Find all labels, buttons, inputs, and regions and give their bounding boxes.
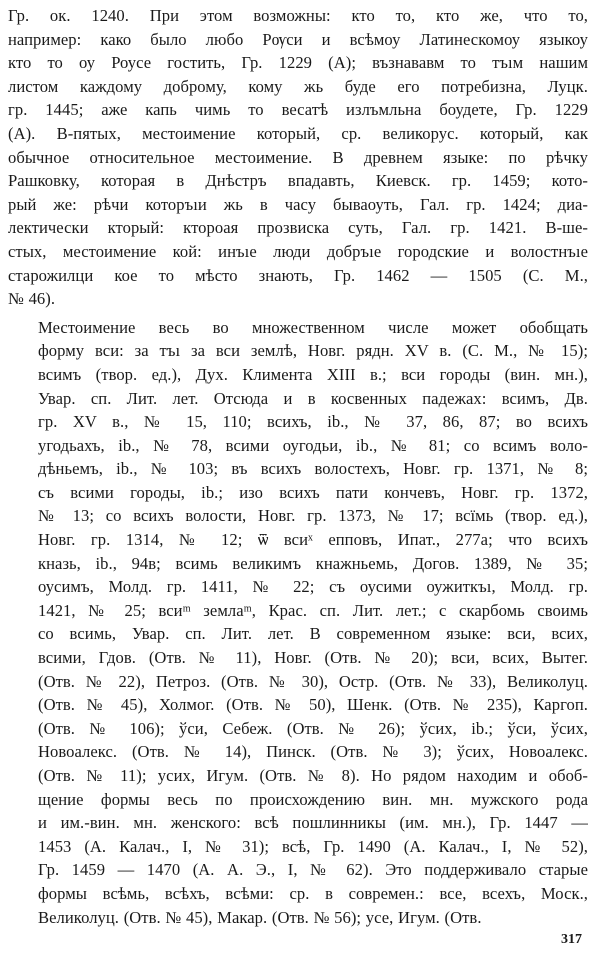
text-line: (Отв. № 22), Петроз. (Отв. № 30), Остр. (Отв. № 33), Великолуц. bbox=[38, 671, 588, 691]
text-line: щение формы весь по происхождению вин. мн. мужского рода bbox=[38, 789, 588, 809]
text-line: гр. XV в., № 15, 110; всихъ, ib., № 37, 86, 87; во всихъ bbox=[38, 412, 588, 432]
text-line: оусимъ, Молд. гр. 1411, № 22; съ оусими оужиткъı, Молд. гр. bbox=[38, 577, 588, 597]
text-line: Новоалекс. (Отв. № 14), Пинск. (Отв. № 3); ўсих, Новоалекс. bbox=[38, 742, 588, 762]
text-line: обычное относительное местоимение. В древнем языке: по рѣчку bbox=[8, 147, 588, 167]
text-line: со всимь, Увар. сп. Лит. лет. В современном языке: вси, всих, bbox=[38, 624, 588, 644]
text-line: угодьахъ, ib., № 78, всими оугодьи, ib., № 81; со всимъ воло- bbox=[38, 435, 588, 455]
text-line: кто то оу Роусе гостить, Гр. 1229 (А); възнававм то тъıм нашим bbox=[8, 53, 588, 73]
text-line: например: како было любо Рѹси и всѣмоу Латинескомоу языкоу bbox=[8, 29, 588, 49]
page-number: 317 bbox=[561, 932, 582, 947]
text-line: № 46). bbox=[8, 289, 56, 309]
text-line: стых, местоимение кой: инъıе люди добръıе городские и волостнъıе bbox=[8, 241, 588, 261]
text-line: (Отв. № 45), Холмог. (Отв. № 50), Шенк. (Отв. № 235), Каргоп. bbox=[38, 695, 588, 715]
text-line: Великолуц. (Отв. № 45), Макар. (Отв. № 56); усе, Игум. (Отв. bbox=[38, 907, 482, 927]
text-line: (Отв. № 11); усих, Игум. (Отв. № 8). Но рядом находим и обоб- bbox=[38, 766, 588, 785]
text-line: всимъ (твор. ед.), Дух. Климента XIII в.; вси городы (вин. мн.), bbox=[38, 364, 588, 384]
text-line: формы всѣмь, всѣхъ, всѣми: ср. в современ.: все, всехъ, Моск., bbox=[38, 883, 588, 903]
text-line: Местоимение весь во множественном числе может обобщать bbox=[38, 317, 588, 337]
body-text bbox=[8, 4, 588, 929]
text-line: форму вси: за тъı за вси землѣ, Новг. рядн. XV в. (С. М., № 15); bbox=[38, 341, 588, 361]
text-line: лектически кторый: ктороая прозвиска суть, Гал. гр. 1421. В-ше- bbox=[8, 218, 588, 238]
text-line: Увар. сп. Лит. лет. Отсюда и в косвенных падежах: всимъ, Дв. bbox=[38, 388, 588, 408]
text-line: дѣньемъ, ib., № 103; въ всихъ волостехъ, Новг. гр. 1371, № 8; bbox=[38, 459, 588, 479]
book-page bbox=[8, 4, 588, 956]
text-line: съ всими городы, ib.; изо всихъ пати кончевъ, Новг. гр. 1372, bbox=[38, 482, 588, 502]
text-line: старожилци кое то мѣсто знають, Гр. 1462 — 1505 (С. М., bbox=[8, 265, 588, 285]
paragraph bbox=[8, 4, 588, 311]
text-line: рый же: рѣчи которъıи жь в часу бываоуть, Гал. гр. 1424; диа- bbox=[8, 194, 588, 214]
text-line: (Отв. № 106); ўси, Себеж. (Отв. № 26); ўсих, ib.; ўси, ўсих, bbox=[38, 718, 588, 738]
text-line: Гр. ок. 1240. При этом возможны: кто то, кто же, что то, bbox=[8, 6, 588, 25]
text-line: 1453 (А. Калач., I, № 31); всѣ, Гр. 1490 (А. Калач., I, № 52), bbox=[38, 836, 588, 856]
text-line: гр. 1445; аже капь чимь то весатѣ излъмльна боудете, Гр. 1229 bbox=[8, 100, 588, 120]
text-line: Новг. гр. 1314, № 12; ѿ всиˣ епповъ, Ипат., 277а; что всихъ bbox=[38, 530, 588, 550]
text-line: всими, Гдов. (Отв. № 11), Новг. (Отв. № 20); вси, всих, Вытег. bbox=[38, 648, 588, 668]
text-line: листом каждому доброму, кому жь буде его потребизна, Луцк. bbox=[8, 76, 588, 96]
paragraph bbox=[8, 316, 588, 929]
text-line: и им.-вин. мн. женского: всѣ пошлинникы (им. мн.), Гр. 1447 — bbox=[38, 813, 588, 833]
text-line: 1421, № 25; всиᵐ землаᵐ, Крас. сп. Лит. лет.; с скарбомь своимь bbox=[38, 600, 588, 620]
text-line: Гр. 1459 — 1470 (А. А. Э., I, № 62). Это поддерживало старые bbox=[38, 860, 588, 880]
text-line: № 13; со всихъ волости, Новг. гр. 1373, № 17; всїмь (твор. ед.), bbox=[38, 506, 588, 526]
text-line: Рашковку, которая в Днѣстръ впадавть, Киевск. гр. 1459; кото- bbox=[8, 171, 588, 191]
text-line: кназь, ib., 94в; всимь великимъ кнажньемь, Догов. 1389, № 35; bbox=[38, 553, 588, 573]
text-line: (А). В-пятых, местоимение который, ср. великорус. который, как bbox=[8, 123, 588, 143]
